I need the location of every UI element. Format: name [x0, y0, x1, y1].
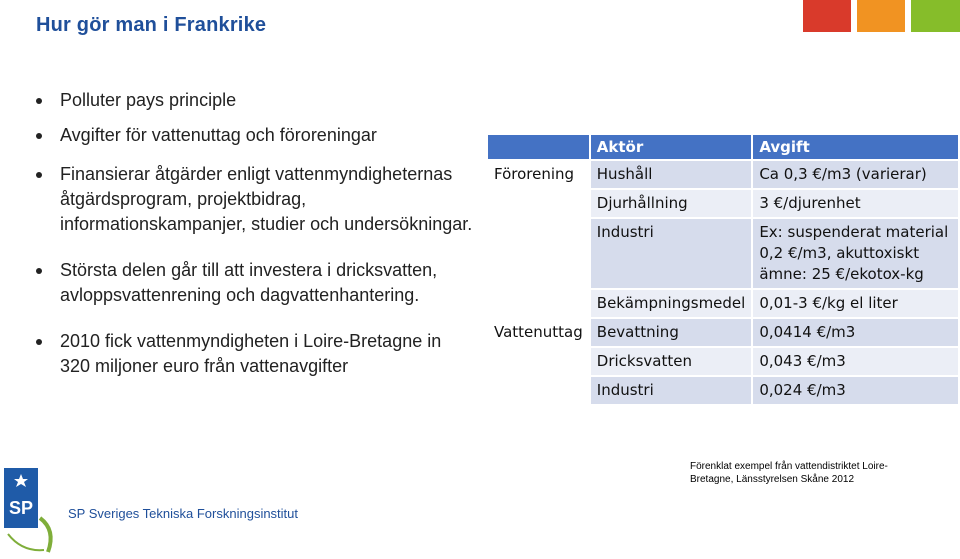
bullet-dot-icon	[36, 268, 42, 274]
bullet-item	[36, 162, 476, 237]
table-cell: Ex: suspenderat material 0,2 €/m3, akuttoxiskt ämne: 25 €/ekotox-kg	[753, 217, 960, 288]
bullet-dot-icon	[36, 172, 42, 178]
table-cell	[488, 188, 591, 217]
sp-logo-icon	[4, 468, 60, 554]
table-cell	[488, 217, 591, 288]
table-cell: Förorening	[488, 159, 591, 188]
table-cell: Bevattning	[591, 317, 754, 346]
table-caption: Förenklat exempel från vattendistriktet Loire-Bretagne, Länsstyrelsen Skåne 2012	[690, 461, 888, 485]
bullet-dot-icon	[36, 133, 42, 139]
bullet-item	[36, 329, 476, 379]
corner-block-orange	[857, 0, 905, 32]
table-header-row	[488, 135, 960, 159]
table-header-cell	[488, 135, 591, 159]
table-cell	[488, 288, 591, 317]
corner-block-red	[803, 0, 851, 32]
bullet-item	[36, 258, 476, 308]
table-cell: 0,01-3 €/kg el liter	[753, 288, 960, 317]
logo-text: SP	[8, 498, 34, 518]
table-cell	[488, 375, 591, 404]
table-row	[488, 188, 960, 217]
table-cell: 0,0414 €/m3	[753, 317, 960, 346]
table-cell: Hushåll	[591, 159, 754, 188]
bullet-text: 2010 fick vattenmyndigheten i Loire-Bretagne in 320 miljoner euro från vattenavgifter	[60, 331, 442, 376]
corner-block-green	[911, 0, 960, 32]
table-cell: Dricksvatten	[591, 346, 754, 375]
sp-logo	[4, 468, 60, 554]
slide-title: Hur gör man i Frankrike	[36, 14, 267, 36]
table-row	[488, 346, 960, 375]
table-cell: Ca 0,3 €/m3 (varierar)	[753, 159, 960, 188]
bullet-dot-icon	[36, 98, 42, 104]
table-header-cell: Avgift	[753, 135, 960, 159]
table-cell: Bekämpningsmedel	[591, 288, 754, 317]
table-row	[488, 217, 960, 288]
table-row	[488, 317, 960, 346]
table-cell: Djurhållning	[591, 188, 754, 217]
bullet-text: Finansierar åtgärder enligt vattenmyndigheternas åtgärdsprogram, projektbidrag, informationskampanjer, studier och undersökningar.	[60, 164, 473, 234]
table-row	[488, 159, 960, 188]
table-cell	[488, 346, 591, 375]
bullet-dot-icon	[36, 339, 42, 345]
table-header-cell: Aktör	[591, 135, 754, 159]
bullet-text: Avgifter för vattenuttag och föroreningar	[60, 125, 377, 145]
table-cell: Industri	[591, 375, 754, 404]
fee-table	[488, 135, 960, 404]
table-cell: Industri	[591, 217, 754, 288]
table-row	[488, 375, 960, 404]
table-cell: 3 €/djurenhet	[753, 188, 960, 217]
table-cell: Vattenuttag	[488, 317, 591, 346]
organization-name: SP Sveriges Tekniska Forskningsinstitut	[68, 506, 299, 521]
table-row	[488, 288, 960, 317]
table-cell: 0,024 €/m3	[753, 375, 960, 404]
bullet-item	[36, 123, 476, 148]
bullet-list	[36, 88, 476, 379]
bullet-text: Polluter pays principle	[60, 90, 237, 110]
table-cell: 0,043 €/m3	[753, 346, 960, 375]
bullet-item	[36, 88, 476, 113]
bullet-text: Största delen går till att investera i dricksvatten, avloppsvattenrening och dagvattenhantering.	[60, 260, 438, 305]
